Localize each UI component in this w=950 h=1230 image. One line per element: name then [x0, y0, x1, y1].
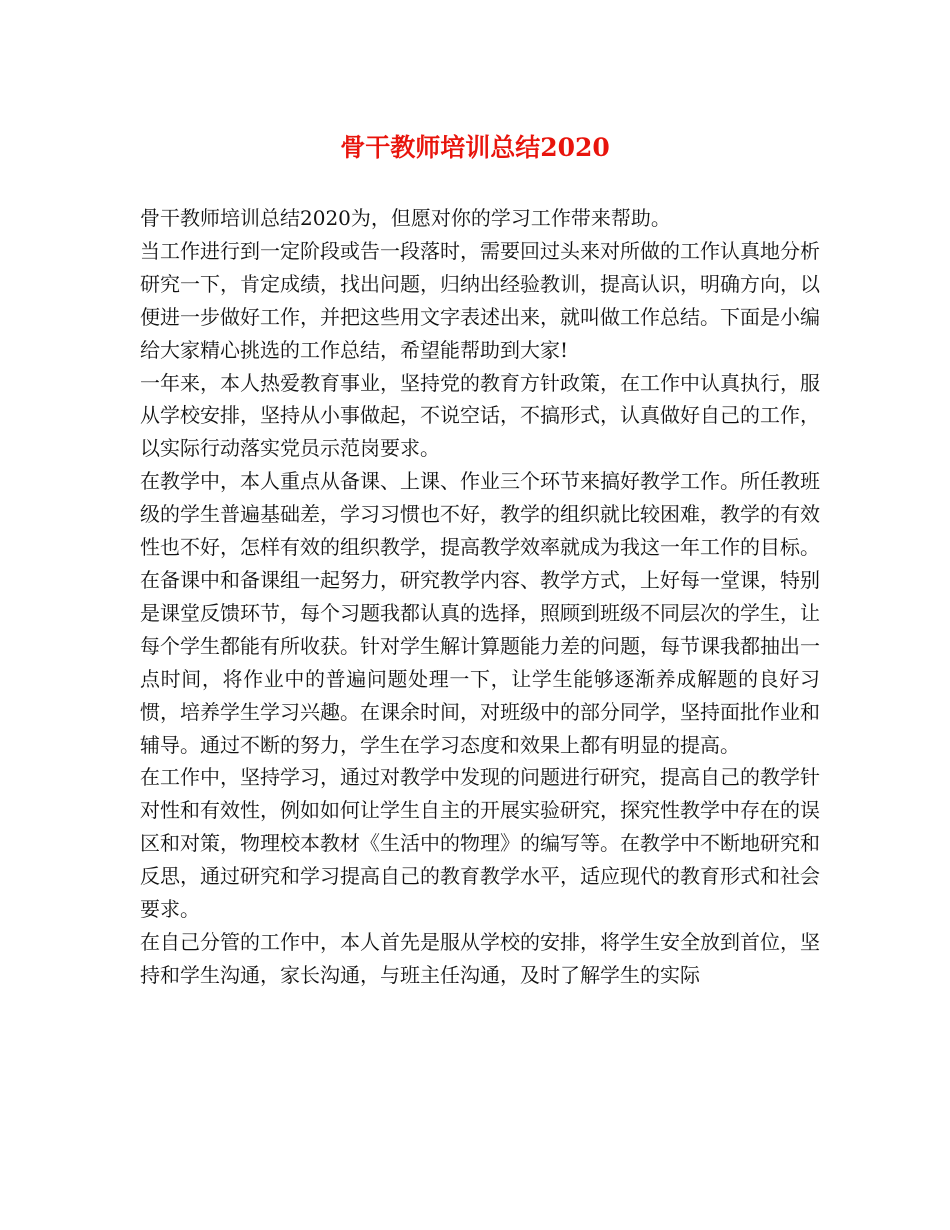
paragraph: 骨干教师培训总结2020为，但愿对你的学习工作带来帮助。 [140, 206, 671, 230]
paragraph: 当工作进行到一定阶段或告一段落时，需要回过头来对所做的工作认真地分析研究一下，肯定成绩，找出问题，归纳出经验教训，提高认识，明确方向，以便进一步做好工作，并把这些用文字表述出来，就叫做工作总结。下面是小编给大家精心挑选的工作总结，希望能帮助到大家! [140, 238, 820, 362]
document-title: 骨干教师培训总结2020 [340, 133, 610, 162]
paragraph: 一年来，本人热爱教育事业，坚持党的教育方针政策，在工作中认真执行，服从学校安排，坚持从小事做起，不说空话，不搞形式，认真做好自己的工作，以实际行动落实党员示范岗要求。 [140, 370, 820, 461]
paragraph: 在教学中，本人重点从备课、上课、作业三个环节来搞好教学工作。所任教班级的学生普遍基础差，学习习惯也不好，教学的组织就比较困难，教学的有效性也不好，怎样有效的组织教学，提高教学效率就成为我这一年工作的目标。在备课中和备课组一起努力，研究教学内容、教学方式，上好每一堂课，特别是课堂反馈环节，每个习题我都认真的选择，照顾到班级不同层次的学生，让每个学生都能有所收获。针对学生解计算题能力差的问题，每节课我都抽出一点时间，将作业中的普遍问题处理一下，让学生能够逐渐养成解题的良好习惯，培养学生学习兴趣。在课余时间，对班级中的部分同学，坚持面批作业和辅导。通过不断的努力，学生在学习态度和效果上都有明显的提高。 [140, 469, 820, 757]
paragraph: 在自己分管的工作中，本人首先是服从学校的安排，将学生安全放到首位，坚持和学生沟通，家长沟通，与班主任沟通，及时了解学生的实际 [140, 929, 820, 987]
document-body [140, 202, 820, 992]
paragraph: 在工作中，坚持学习，通过对教学中发现的问题进行研究，提高自己的教学针对性和有效性，例如如何让学生自主的开展实验研究，探究性教学中存在的误区和对策，物理校本教材《生活中的物理》的编写等。在教学中不断地研究和反思，通过研究和学习提高自己的教育教学水平，适应现代的教育形式和社会要求。 [140, 765, 820, 922]
